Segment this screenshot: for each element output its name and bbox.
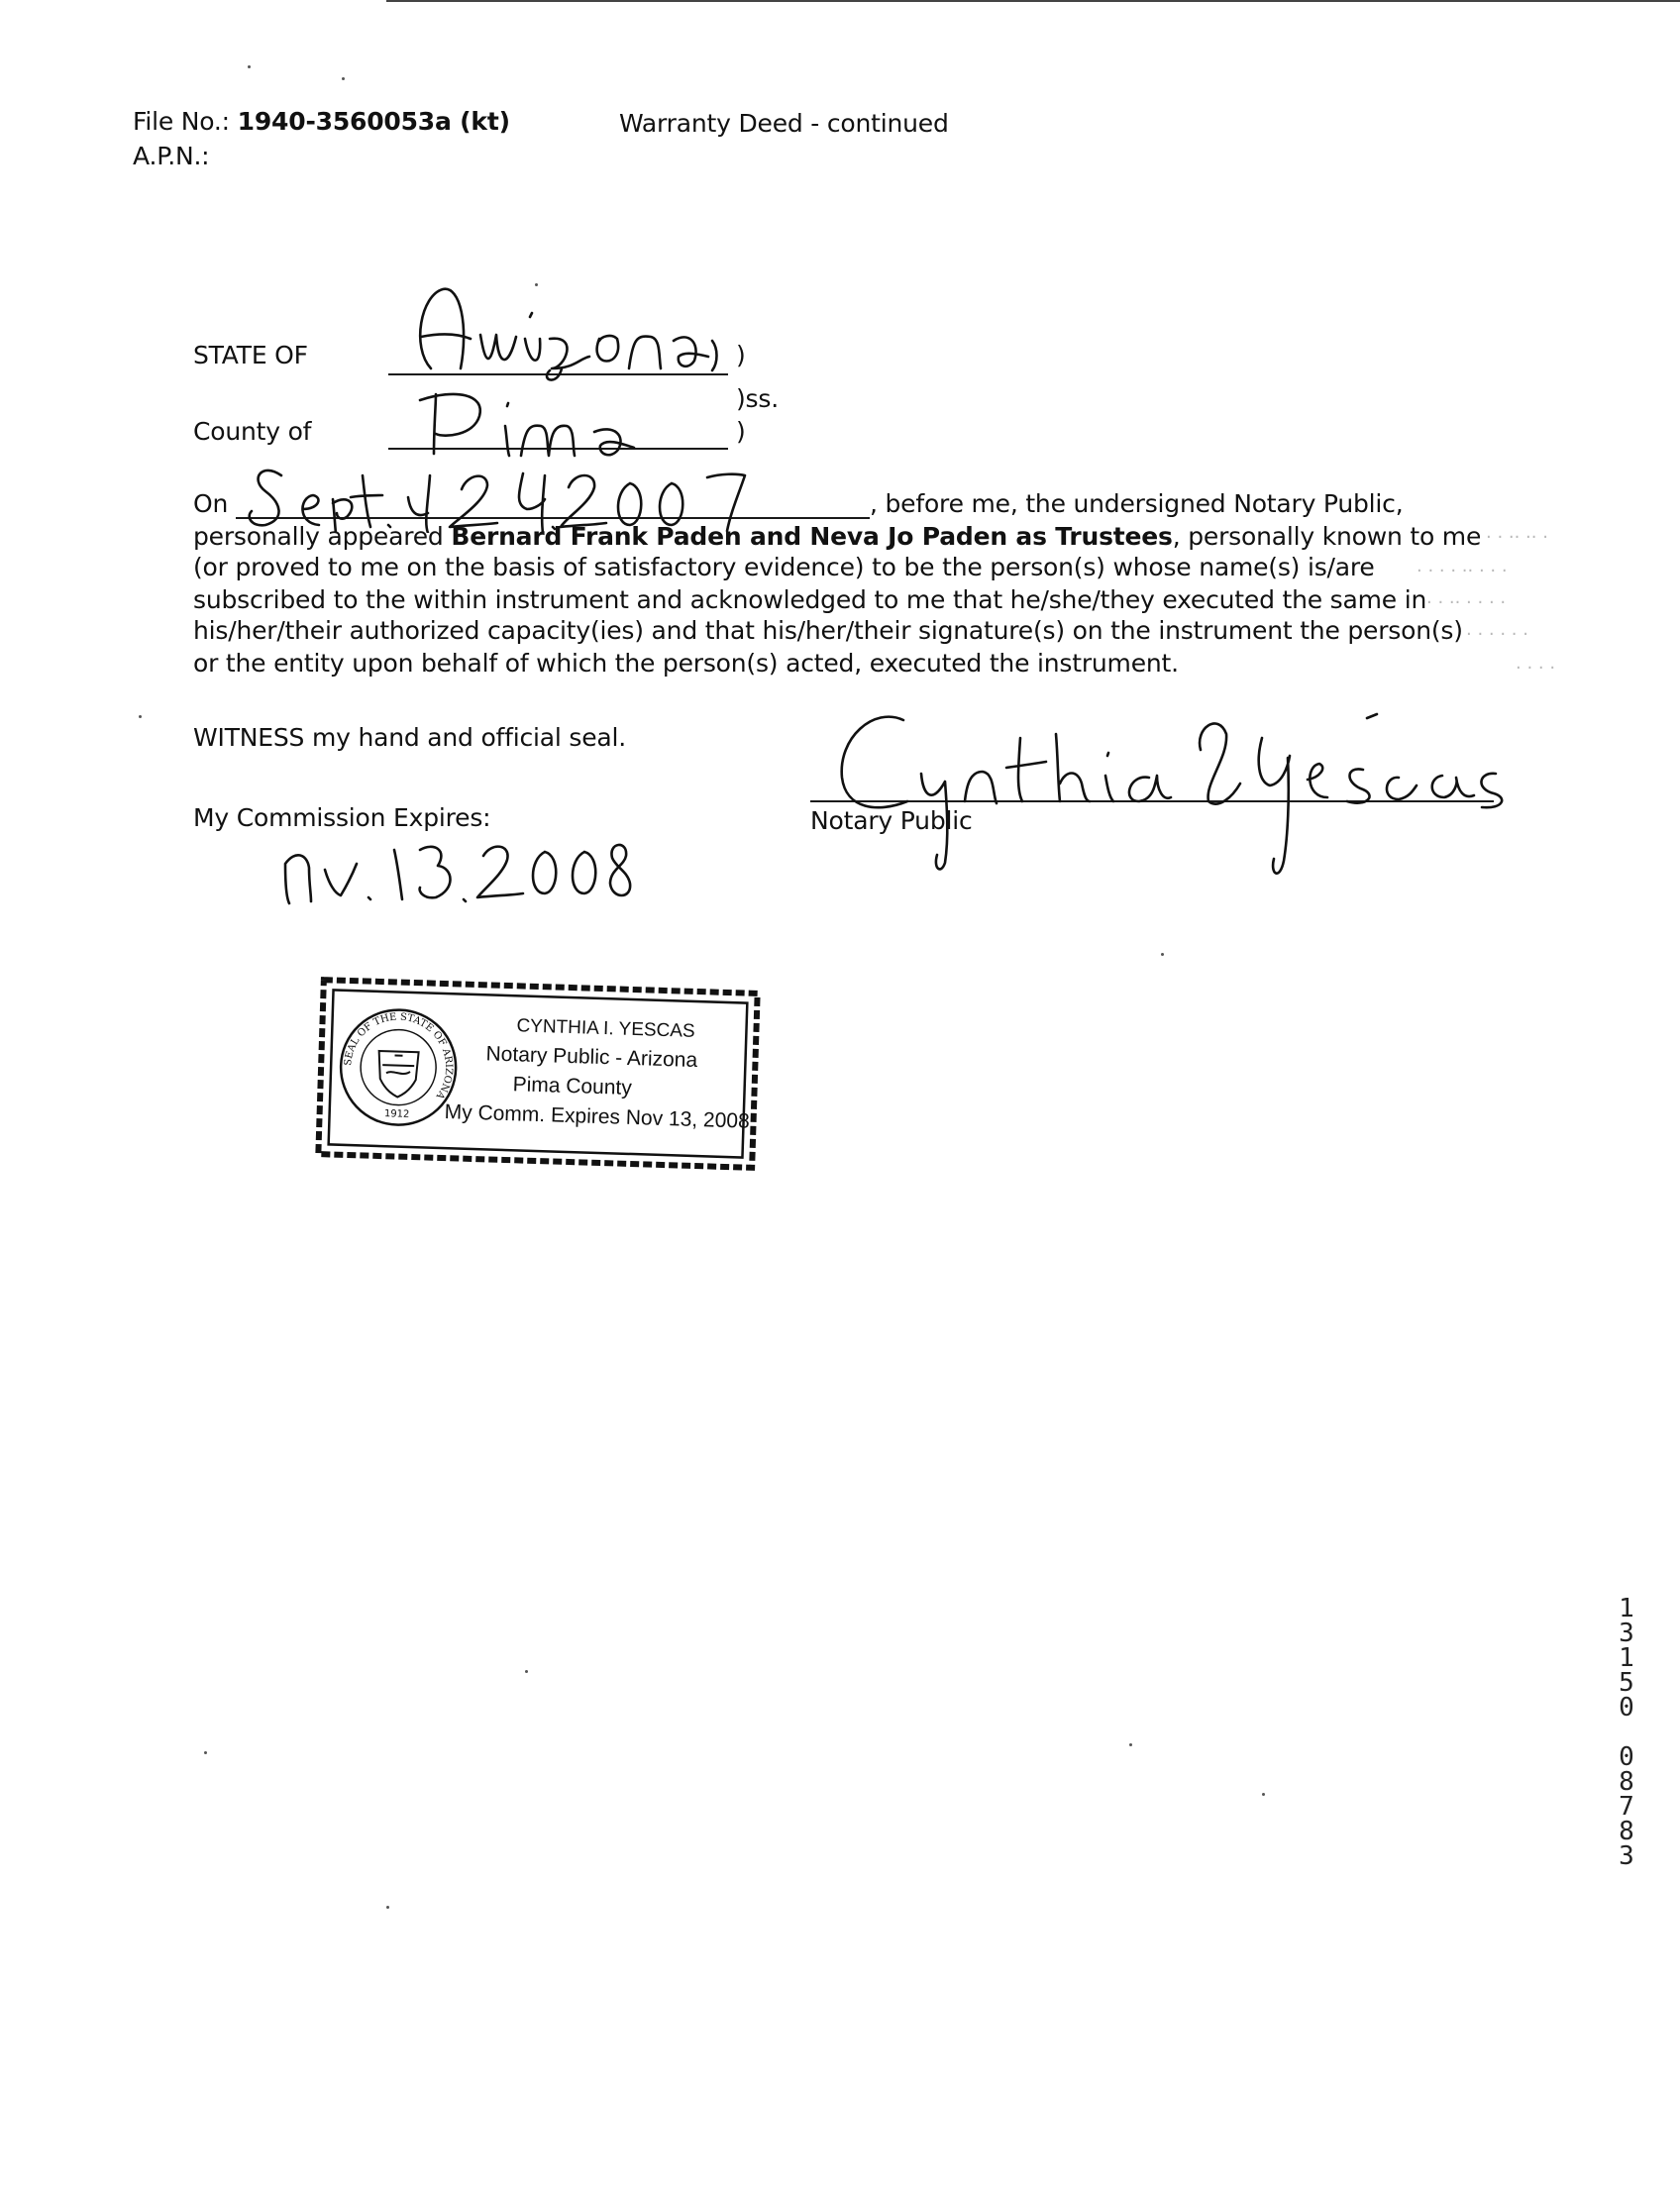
recording-digit: 7 <box>1619 1792 1634 1822</box>
ack-line-2-pre: personally appeared <box>193 522 452 551</box>
ack-line-2-post: , personally known to me <box>1172 522 1482 551</box>
witness-text: WITNESS my hand and official seal. <box>193 723 627 752</box>
recording-digit: 3 <box>1619 1619 1634 1648</box>
recording-digit: 5 <box>1619 1668 1634 1698</box>
recording-digit: 8 <box>1619 1767 1634 1797</box>
notary-label: Notary Public <box>810 806 973 835</box>
ack-line-4: subscribed to the within instrument and acknowledged to me that he/she/they executed the same in <box>193 585 1427 614</box>
svg-text:SEAL OF THE STATE OF ARIZONA: SEAL OF THE STATE OF ARIZONA <box>343 1011 455 1101</box>
scan-bleed-4: · · · · · · <box>1466 624 1528 645</box>
recording-digit: 8 <box>1619 1817 1634 1846</box>
state-seal-icon <box>335 1004 462 1131</box>
scan-bleed-5: · · · · <box>1516 658 1556 679</box>
file-no-value: 1940-3560053a (kt) <box>237 107 510 136</box>
apn-label: A.P.N.: <box>133 142 210 170</box>
ack-line-6: or the entity upon behalf of which the person(s) acted, executed the instrument. <box>193 649 1179 678</box>
scan-speck <box>1161 953 1164 956</box>
document-title: Warranty Deed - continued <box>619 109 949 138</box>
recording-digit: 3 <box>1619 1841 1634 1871</box>
stamp-expires: My Comm. Expires Nov 13, 2008 <box>444 1100 751 1133</box>
ss-label: )ss. <box>736 384 779 413</box>
signer-names: Bernard Frank Paden and Neva Jo Paden as Trustees <box>451 522 1173 551</box>
scan-bleed-2: · · · · ·· · · · <box>1417 561 1508 581</box>
recording-digit: 1 <box>1619 1594 1634 1623</box>
stamp-title: Notary Public - Arizona <box>485 1042 698 1073</box>
county-bracket: ) <box>736 417 746 446</box>
on-label: On <box>193 489 229 518</box>
scan-speck <box>525 1670 528 1673</box>
file-no-label: File No.: <box>133 107 230 136</box>
stamp-county: Pima County <box>512 1073 633 1099</box>
recording-digit: 1 <box>1619 1643 1634 1673</box>
handwritten-county <box>396 380 713 458</box>
scan-edge <box>386 0 1680 2</box>
state-bracket: ) <box>736 341 746 369</box>
ack-line-2 <box>193 522 1481 552</box>
scan-bleed-1: · · ·· ·· · <box>1486 527 1548 548</box>
notary-stamp <box>312 974 764 1174</box>
date-tail: , before me, the undersigned Notary Public, <box>870 489 1404 518</box>
scan-speck <box>204 1751 207 1754</box>
scan-speck <box>386 1906 389 1909</box>
county-label: County of <box>193 417 312 446</box>
recording-number <box>1614 1594 1639 1871</box>
recording-digit: 0 <box>1619 1693 1634 1723</box>
state-label: STATE OF <box>193 341 308 369</box>
commission-label: My Commission Expires: <box>193 803 491 832</box>
ack-line-5: his/her/their authorized capacity(ies) and that his/her/their signature(s) on the instrument the person(s) <box>193 616 1463 645</box>
scan-speck <box>1129 1743 1132 1746</box>
scan-speck <box>1262 1793 1265 1796</box>
scan-bleed-3: · · ·· · · · · <box>1426 592 1507 613</box>
scan-speck <box>139 715 142 718</box>
scan-speck <box>535 283 538 286</box>
handwritten-commission-date <box>279 828 636 905</box>
stamp-name: CYNTHIA I. YESCAS <box>516 1015 695 1042</box>
ack-line-3: (or proved to me on the basis of satisfactory evidence) to be the person(s) whose name(s) is/are <box>193 553 1375 581</box>
handwritten-state <box>391 277 738 381</box>
handwritten-date <box>234 454 749 533</box>
scan-speck <box>248 65 251 68</box>
notary-signature <box>812 698 1518 887</box>
recording-digit: 0 <box>1619 1742 1634 1772</box>
file-number <box>133 107 510 137</box>
svg-text:1912: 1912 <box>383 1108 410 1120</box>
scan-speck <box>342 77 345 80</box>
